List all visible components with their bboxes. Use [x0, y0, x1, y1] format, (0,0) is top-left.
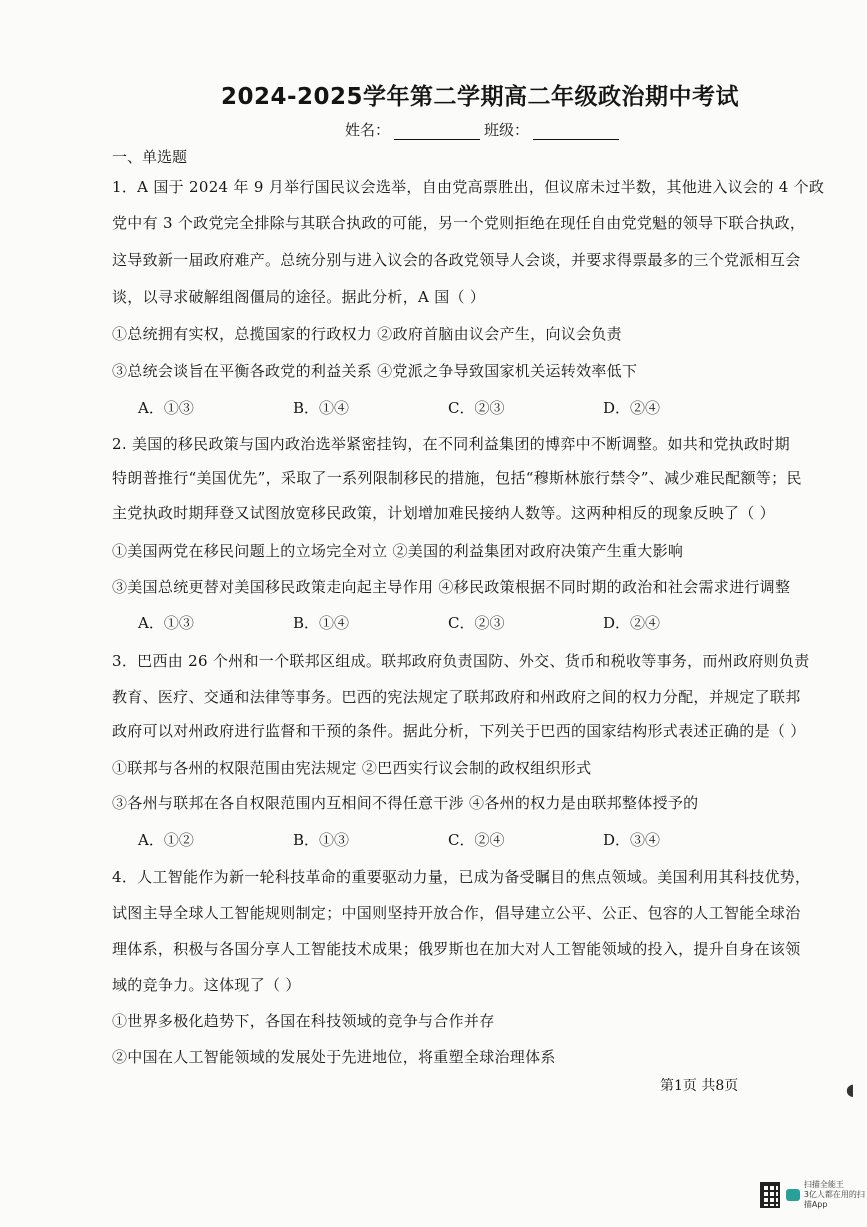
scanner-logo-icon: [786, 1189, 799, 1201]
option-b[interactable]: B．①③: [293, 831, 350, 849]
class-blank[interactable]: [533, 125, 619, 140]
q4-statement: ②中国在人工智能领域的发展处于先进地位，将重塑全球治理体系: [112, 1048, 556, 1066]
option-d[interactable]: D．②④: [603, 399, 661, 417]
binding-mark-icon: ◖: [846, 1080, 855, 1099]
q4-line: 域的竞争力。这体现了（ ）: [112, 976, 301, 994]
page-title: 2024-2025学年第二学期高二年级政治期中考试: [220, 84, 740, 110]
q1-line: 这导致新一届政府难产。总统分别与进入议会的各政党领导人会谈，并要求得票最多的三个党派相互会: [112, 251, 801, 269]
scanner-watermark: [760, 1180, 867, 1210]
name-class-line: [345, 119, 623, 140]
q3-line: 政府可以对州政府进行监督和干预的条件。据此分析，下列关于巴西的国家结构形式表述正确的是（ ）: [112, 722, 806, 740]
q1-options: [138, 397, 758, 418]
option-c[interactable]: C．②③: [448, 399, 505, 417]
q3-line: 教育、医疗、交通和法律等事务。巴西的宪法规定了联邦政府和州政府之间的权力分配，并规定了联邦: [112, 688, 801, 706]
option-a[interactable]: A．①③: [138, 399, 194, 417]
option-d[interactable]: D．②④: [603, 614, 661, 632]
scanner-brand: 扫描全能王: [803, 1180, 844, 1189]
class-label: 班级：: [484, 121, 530, 139]
q1-line: 1．A 国于 2024 年 9 月举行国民议会选举，自由党高票胜出，但议席未过半数，其他进入议会的 4 个政: [112, 178, 825, 196]
qr-code-icon: [760, 1182, 780, 1208]
q2-statement: ③美国总统更替对美国移民政策走向起主导作用 ④移民政策根据不同时期的政治和社会需求进行调整: [112, 578, 791, 596]
section-heading: 一、单选题: [112, 148, 188, 166]
q2-line: 特朗普推行“美国优先”，采取了一系列限制移民的措施，包括“穆斯林旅行禁令”、减少难民配额等；民: [112, 469, 802, 487]
q4-line: 理体系，积极与各国分享人工智能技术成果；俄罗斯也在加大对人工智能领域的投入，提升自身在该领: [112, 940, 801, 958]
option-c[interactable]: C．②④: [448, 831, 505, 849]
option-c[interactable]: C．②③: [448, 614, 505, 632]
q3-options: [138, 829, 758, 850]
q3-statement: ③各州与联邦在各自权限范围内互相间不得任意干涉 ④各州的权力是由联邦整体授予的: [112, 794, 699, 812]
option-b[interactable]: B．①④: [293, 614, 350, 632]
option-a[interactable]: A．①②: [138, 831, 194, 849]
q4-line: 试图主导全球人工智能规则制定；中国则坚持开放合作，倡导建立公平、公正、包容的人工智能全球治: [112, 904, 801, 922]
q2-line: 主党执政时期拜登又试图放宽移民政策，计划增加难民接纳人数等。这两种相反的现象反映了（ ）: [112, 504, 775, 522]
option-d[interactable]: D．③④: [603, 831, 661, 849]
q4-line: 4．人工智能作为新一轮科技革命的重要驱动力量，已成为备受瞩目的焦点领域。美国利用其科技优势，: [112, 868, 811, 886]
option-a[interactable]: A．①③: [138, 614, 194, 632]
q1-statement: ③总统会谈旨在平衡各政党的利益关系 ④党派之争导致国家机关运转效率低下: [112, 362, 638, 380]
q1-line: 党中有 3 个政党完全排除与其联合执政的可能，另一个党则拒绝在现任自由党党魁的领导下联合执政，: [112, 214, 806, 232]
q3-statement: ①联邦与各州的权限范围由宪法规定 ②巴西实行议会制的政权组织形式: [112, 759, 592, 777]
scanner-sub: 3亿人都在用的扫描App: [803, 1190, 865, 1209]
q2-statement: ①美国两党在移民问题上的立场完全对立 ②美国的利益集团对政府决策产生重大影响: [112, 542, 684, 560]
q2-line: 2. 美国的移民政策与国内政治选举紧密挂钩，在不同利益集团的博弈中不断调整。如共和党执政时期: [112, 435, 790, 453]
scanner-text: [804, 1180, 867, 1210]
q1-statement: ①总统拥有实权，总揽国家的行政权力 ②政府首脑由议会产生，向议会负责: [112, 325, 622, 343]
q1-line: 谈，以寻求破解组阁僵局的途径。据此分析，A 国（ ）: [112, 288, 486, 306]
q2-options: [138, 612, 758, 633]
option-b[interactable]: B．①④: [293, 399, 350, 417]
q3-line: 3．巴西由 26 个州和一个联邦区组成。联邦政府负责国防、外交、货币和税收等事务，而州政府则负责: [112, 652, 810, 670]
name-label: 姓名：: [345, 121, 391, 139]
page-footer: 第1页 共8页: [660, 1078, 739, 1094]
q4-statement: ①世界多极化趋势下，各国在科技领域的竞争与合作并存: [112, 1012, 495, 1030]
name-blank[interactable]: [394, 125, 480, 140]
